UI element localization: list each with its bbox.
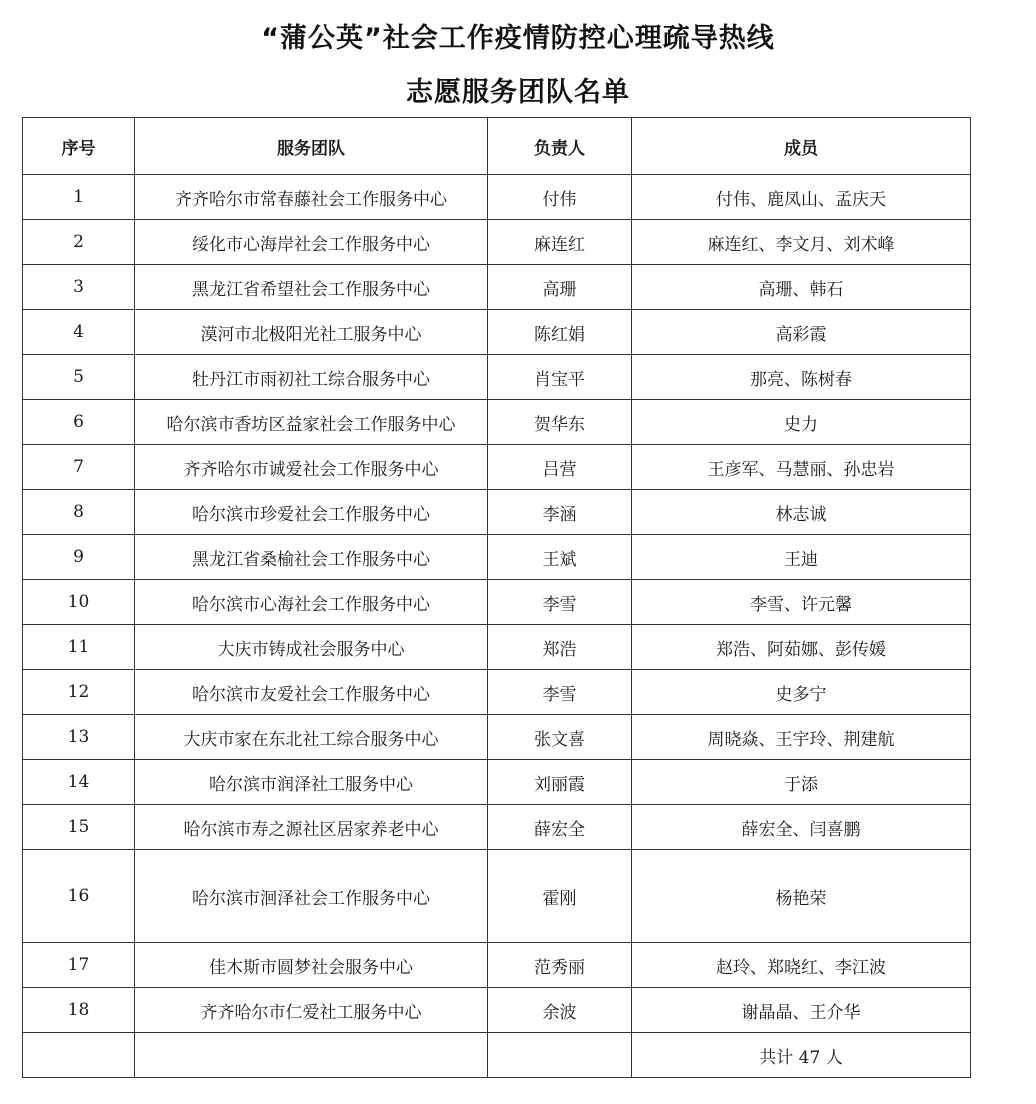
volunteer-team-table xyxy=(22,117,971,1078)
table-row xyxy=(23,310,971,355)
table-row xyxy=(23,625,971,670)
row-serial: 11 xyxy=(23,625,135,670)
table-row xyxy=(23,670,971,715)
table-row xyxy=(23,175,971,220)
row-members: 那亮、陈树春 xyxy=(632,355,971,400)
table-row xyxy=(23,943,971,988)
row-team: 漠河市北极阳光社工服务中心 xyxy=(135,310,488,355)
table-row xyxy=(23,355,971,400)
table-row xyxy=(23,850,971,943)
row-leader: 陈红娟 xyxy=(488,310,632,355)
row-team: 哈尔滨市香坊区益家社会工作服务中心 xyxy=(135,400,488,445)
row-leader: 贺华东 xyxy=(488,400,632,445)
row-serial: 16 xyxy=(23,850,135,943)
header-serial: 序号 xyxy=(23,118,135,175)
row-serial: 10 xyxy=(23,580,135,625)
row-leader: 薛宏全 xyxy=(488,805,632,850)
row-serial: 18 xyxy=(23,988,135,1033)
table-row xyxy=(23,580,971,625)
row-team: 牡丹江市雨初社工综合服务中心 xyxy=(135,355,488,400)
table-row xyxy=(23,535,971,580)
table-row xyxy=(23,490,971,535)
row-leader: 李雪 xyxy=(488,670,632,715)
table-row xyxy=(23,760,971,805)
total-empty-cell xyxy=(488,1033,632,1078)
row-team: 哈尔滨市珍爱社会工作服务中心 xyxy=(135,490,488,535)
total-empty-cell xyxy=(135,1033,488,1078)
total-empty-cell xyxy=(23,1033,135,1078)
row-leader: 李雪 xyxy=(488,580,632,625)
row-members: 史多宁 xyxy=(632,670,971,715)
table-header-row xyxy=(23,118,971,175)
row-serial: 2 xyxy=(23,220,135,265)
row-serial: 9 xyxy=(23,535,135,580)
table-total-row xyxy=(23,1033,971,1078)
document-subtitle: 志愿服务团队名单 xyxy=(406,77,630,108)
row-leader: 余波 xyxy=(488,988,632,1033)
row-members: 史力 xyxy=(632,400,971,445)
row-serial: 12 xyxy=(23,670,135,715)
row-serial: 5 xyxy=(23,355,135,400)
row-team: 哈尔滨市寿之源社区居家养老中心 xyxy=(135,805,488,850)
row-team: 哈尔滨市友爱社会工作服务中心 xyxy=(135,670,488,715)
row-serial: 3 xyxy=(23,265,135,310)
row-members: 郑浩、阿茹娜、彭传媛 xyxy=(632,625,971,670)
row-serial: 14 xyxy=(23,760,135,805)
row-serial: 17 xyxy=(23,943,135,988)
row-members: 林志诚 xyxy=(632,490,971,535)
table-row xyxy=(23,445,971,490)
row-serial: 15 xyxy=(23,805,135,850)
row-team: 哈尔滨市润泽社工服务中心 xyxy=(135,760,488,805)
row-leader: 付伟 xyxy=(488,175,632,220)
row-team: 黑龙江省桑榆社会工作服务中心 xyxy=(135,535,488,580)
row-members: 王彦军、马慧丽、孙忠岩 xyxy=(632,445,971,490)
row-serial: 13 xyxy=(23,715,135,760)
row-members: 王迪 xyxy=(632,535,971,580)
row-members: 杨艳荣 xyxy=(632,850,971,943)
row-members: 周晓焱、王宇玲、荆建航 xyxy=(632,715,971,760)
row-members: 高彩霞 xyxy=(632,310,971,355)
table-row xyxy=(23,805,971,850)
row-leader: 麻连红 xyxy=(488,220,632,265)
row-members: 于添 xyxy=(632,760,971,805)
row-team: 大庆市家在东北社工综合服务中心 xyxy=(135,715,488,760)
table-row xyxy=(23,988,971,1033)
row-leader: 高珊 xyxy=(488,265,632,310)
row-members: 薛宏全、闫喜鹏 xyxy=(632,805,971,850)
row-leader: 刘丽霞 xyxy=(488,760,632,805)
row-team: 大庆市铸成社会服务中心 xyxy=(135,625,488,670)
row-team: 齐齐哈尔市常春藤社会工作服务中心 xyxy=(135,175,488,220)
table-row xyxy=(23,715,971,760)
total-count: 共计 47 人 xyxy=(632,1033,971,1078)
document-title: “蒲公英”社会工作疫情防控心理疏导热线 xyxy=(261,23,775,54)
row-leader: 王斌 xyxy=(488,535,632,580)
table-row xyxy=(23,265,971,310)
row-serial: 1 xyxy=(23,175,135,220)
row-members: 麻连红、李文月、刘术峰 xyxy=(632,220,971,265)
header-members: 成员 xyxy=(632,118,971,175)
row-leader: 张文喜 xyxy=(488,715,632,760)
row-members: 李雪、许元馨 xyxy=(632,580,971,625)
row-serial: 7 xyxy=(23,445,135,490)
row-members: 谢晶晶、王介华 xyxy=(632,988,971,1033)
row-members: 高珊、韩石 xyxy=(632,265,971,310)
header-leader: 负责人 xyxy=(488,118,632,175)
row-team: 哈尔滨市心海社会工作服务中心 xyxy=(135,580,488,625)
row-team: 绥化市心海岸社会工作服务中心 xyxy=(135,220,488,265)
table-row xyxy=(23,400,971,445)
row-leader: 肖宝平 xyxy=(488,355,632,400)
row-team: 黑龙江省希望社会工作服务中心 xyxy=(135,265,488,310)
row-members: 赵玲、郑晓红、李江波 xyxy=(632,943,971,988)
row-team: 哈尔滨市洄泽社会工作服务中心 xyxy=(135,850,488,943)
header-team: 服务团队 xyxy=(135,118,488,175)
row-leader: 李涵 xyxy=(488,490,632,535)
row-leader: 霍刚 xyxy=(488,850,632,943)
row-team: 佳木斯市圆梦社会服务中心 xyxy=(135,943,488,988)
row-leader: 范秀丽 xyxy=(488,943,632,988)
row-leader: 吕营 xyxy=(488,445,632,490)
row-serial: 6 xyxy=(23,400,135,445)
row-members: 付伟、鹿凤山、孟庆天 xyxy=(632,175,971,220)
row-serial: 4 xyxy=(23,310,135,355)
table-row xyxy=(23,220,971,265)
row-team: 齐齐哈尔市诚爱社会工作服务中心 xyxy=(135,445,488,490)
row-leader: 郑浩 xyxy=(488,625,632,670)
row-serial: 8 xyxy=(23,490,135,535)
row-team: 齐齐哈尔市仁爱社工服务中心 xyxy=(135,988,488,1033)
